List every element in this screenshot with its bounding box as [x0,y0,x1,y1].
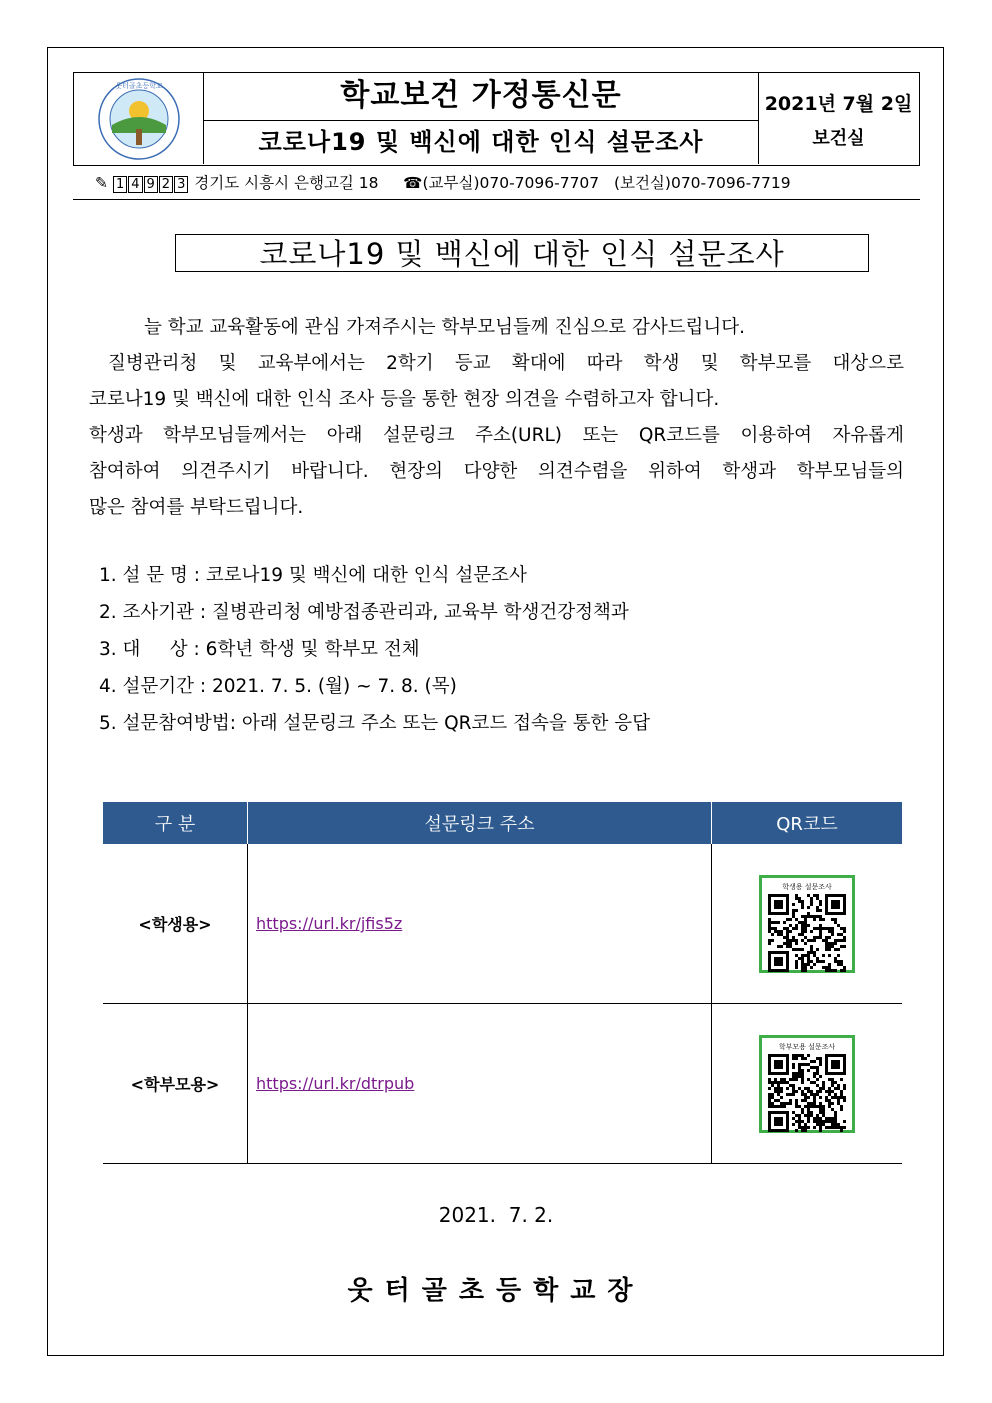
header-divider [73,199,920,200]
parent-survey-link[interactable]: https://url.kr/dtrpub [256,1074,415,1093]
zip-digit: 9 [144,176,158,193]
table-row [103,1004,902,1164]
column-header-url: 설문링크 주소 [248,802,712,844]
main-title: 코로나19 및 백신에 대한 인식 설문조사 [175,234,869,272]
paragraph-line: 학생과 학부모님들께서는 아래 설문링크 주소(URL) 또는 QR코드를 이용하여 자유롭게 [89,425,904,446]
paragraph-line: 질병관리청 및 교육부에서는 2학기 등교 확대에 따라 학생 및 학부모를 대상으로 [108,353,904,374]
table-row [103,844,902,1004]
pen-icon: ✎ [95,174,108,192]
list-item: 2. 조사기관 : 질병관리청 예방접종관리과, 교육부 학생건강정책과 [99,602,629,623]
paragraph-line: 참여하여 의견주시기 바랍니다. 현장의 다양한 의견수렴을 위하여 학생과 학부모님들의 [89,461,904,482]
list-item: 1. 설 문 명 : 코로나19 및 백신에 대한 인식 설문조사 [99,565,527,586]
intro-paragraph [89,310,904,526]
parent-qr-code[interactable] [759,1035,855,1133]
list-item: 4. 설문기간 : 2021. 7. 5. (월) ~ 7. 8. (목) [99,676,457,697]
street-address: 경기도 시흥시 은행고길 18 [194,174,379,192]
student-survey-link[interactable]: https://url.kr/jfis5z [256,914,403,933]
date-cell [759,73,918,164]
newsletter-header [73,72,920,166]
svg-text:웃터골초등학교: 웃터골초등학교 [115,82,163,90]
footer-date: 2021. 7. 2. [438,1203,554,1227]
newsletter-subtitle: 코로나19 및 백신에 대한 인식 설문조사 [258,128,704,156]
title-cell [204,73,759,164]
survey-links-table [103,802,902,1164]
survey-info-list [99,557,650,742]
paragraph-line: 코로나19 및 백신에 대한 인식 조사 등을 통한 현장 의견을 수렴하고자 합니다. [89,389,720,410]
paragraph-line: 늘 학교 교육활동에 관심 가져주시는 학부모님들께 진심으로 감사드립니다. [144,317,746,338]
list-item: 3. 대 상 : 6학년 학생 및 학부모 전체 [99,639,420,660]
zip-digit: 3 [174,176,188,193]
paragraph-line: 많은 참여를 부탁드립니다. [89,497,304,518]
teachers-room-phone: ☎(교무실)070-7096-7707 [403,174,600,192]
zip-digit: 4 [128,176,142,193]
issue-date: 2021년 7월 2일 [764,93,913,115]
column-header-category: 구 분 [103,802,248,844]
principal-signature: 웃터골초등학교장 [347,1276,645,1306]
student-qr-code[interactable] [759,875,855,973]
school-logo-cell [74,73,204,164]
health-room-phone: (보건실)070-7096-7719 [613,174,791,192]
column-header-qr: QR코드 [712,802,903,844]
zip-digit: 1 [113,176,127,193]
issuing-office: 보건실 [812,128,865,149]
qr-code-icon [768,1054,846,1132]
school-logo-icon [94,75,184,163]
qr-label: 학부모용 설문조사 [778,1043,836,1051]
zip-digit: 2 [159,176,173,193]
category-student: <학생용> [103,844,248,1004]
qr-code-icon [768,894,846,972]
list-item: 5. 설문참여방법: 아래 설문링크 주소 또는 QR코드 접속을 통한 응답 [99,713,651,734]
newsletter-title: 학교보건 가정통신문 [204,73,758,121]
category-parent: <학부모용> [103,1004,248,1164]
address-line [95,171,905,193]
qr-label: 학생용 설문조사 [782,883,832,891]
table-header-row [103,802,902,844]
